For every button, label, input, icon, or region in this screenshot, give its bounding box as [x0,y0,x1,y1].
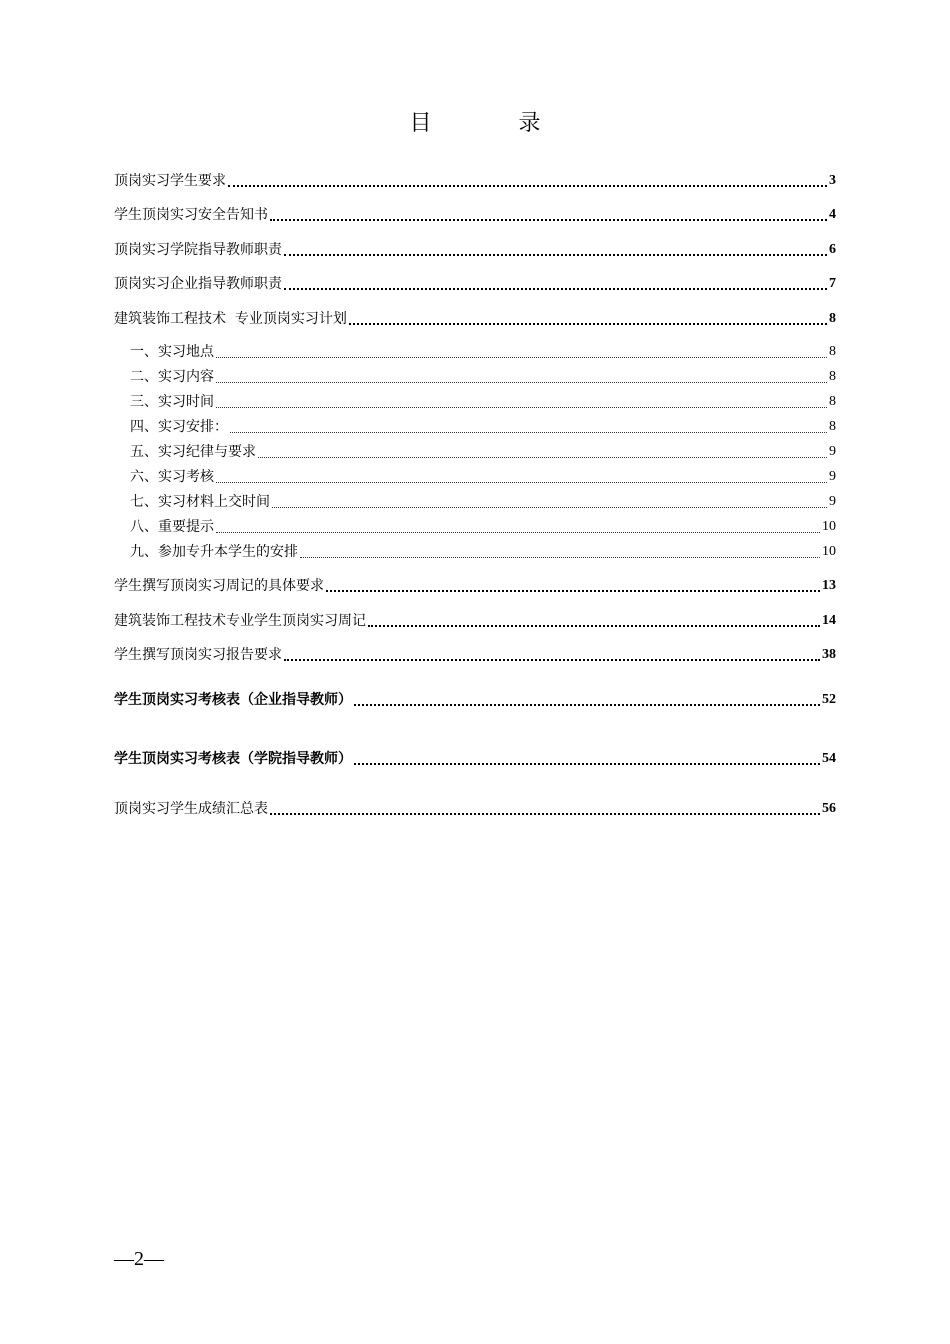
page-number: —2— [114,1248,164,1270]
toc-entry-text: 建筑装饰工程技术专业学生顶岗实习周记 [114,613,366,629]
toc-subentry-page: 10 [822,544,836,559]
toc-entry-text: 学生顶岗实习安全告知书 [114,207,268,223]
toc-entry-text: 建筑装饰工程技术 专业顶岗实习计划 [114,311,347,327]
toc-subentry-page: 8 [829,394,836,409]
toc-entry[interactable] [114,611,836,631]
toc-title: 目 录 [409,111,581,136]
toc-subentry-text: 七、实习材料上交时间 [130,494,270,510]
toc-entry-page: 13 [822,578,836,593]
toc-subentry[interactable] [130,367,836,387]
toc-entry[interactable] [114,749,836,769]
toc-entry[interactable] [114,799,836,819]
toc-dot-leader [349,323,827,325]
toc-dot-leader [216,382,827,383]
toc-dot-leader [354,763,820,765]
toc-entry-page: 7 [829,276,836,291]
toc-subentry[interactable] [130,417,836,437]
toc-subentry-page: 8 [829,369,836,384]
toc-entry[interactable] [114,240,836,260]
toc-entry[interactable] [114,645,836,665]
toc-subentry-page: 9 [829,469,836,484]
toc-subentry-page: 8 [829,344,836,359]
toc-entry-page: 52 [822,692,836,707]
toc-subentry[interactable] [130,517,836,537]
toc-subentry-text: 五、实习纪律与要求 [130,444,256,460]
toc-entry-text: 顶岗实习学生成绩汇总表 [114,801,268,817]
toc-entry-page: 6 [829,242,836,257]
toc-dot-leader [216,482,827,483]
toc-subentry-text: 六、实习考核 [130,469,214,485]
toc-dot-leader [270,813,820,815]
toc-entry-text: 学生顶岗实习考核表（企业指导教师） [114,692,352,708]
toc-subentry[interactable] [130,342,836,362]
toc-entry-page: 38 [822,647,836,662]
toc-dot-leader [284,254,827,256]
toc-subentry-text: 二、实习内容 [130,369,214,385]
toc-entry-text: 学生撰写顶岗实习周记的具体要求 [114,578,324,594]
toc-entry[interactable] [114,171,836,191]
toc-subentry-page: 10 [822,519,836,534]
toc-entry[interactable] [114,690,836,710]
toc-subentry-page: 9 [829,494,836,509]
toc-dot-leader [300,557,820,558]
toc-subentry-text: 八、重要提示 [130,519,214,535]
toc-dot-leader [272,507,827,508]
toc-subentry-text: 四、实习安排： [130,419,228,435]
toc-entry[interactable] [114,309,836,329]
toc-subentry-text: 三、实习时间 [130,394,214,410]
toc-dot-leader [368,625,820,627]
toc-dot-leader [216,357,827,358]
toc-dot-leader [216,532,820,533]
toc-dot-leader [284,288,827,290]
toc-entry[interactable] [114,274,836,294]
toc-entry-page: 8 [829,311,836,326]
toc-subentry-text: 九、参加专升本学生的安排 [130,544,298,560]
toc-subentry[interactable] [130,392,836,412]
toc-subentry[interactable] [130,467,836,487]
toc-entry-page: 56 [822,801,836,816]
toc-entry-text: 顶岗实习学院指导教师职责 [114,242,282,258]
toc-dot-leader [216,407,827,408]
toc-subentry-text: 一、实习地点 [130,344,214,360]
toc-dot-leader [230,432,827,433]
toc-dot-leader [228,185,827,187]
toc-subentry-page: 8 [829,419,836,434]
toc-subentry[interactable] [130,492,836,512]
toc-dot-leader [270,219,827,221]
toc-entry[interactable] [114,576,836,596]
toc-entry-text: 顶岗实习企业指导教师职责 [114,276,282,292]
toc-entry-text: 学生顶岗实习考核表（学院指导教师） [114,751,352,767]
toc-entry-text: 学生撰写顶岗实习报告要求 [114,647,282,663]
toc-dot-leader [258,457,827,458]
toc-dot-leader [326,590,820,592]
toc-subentry[interactable] [130,542,836,562]
toc-entry[interactable] [114,205,836,225]
toc-dot-leader [284,659,820,661]
toc-dot-leader [354,704,820,706]
toc-entry-page: 14 [822,613,836,628]
toc-entry-page: 54 [822,751,836,766]
toc-subentry[interactable] [130,442,836,462]
toc-entry-page: 4 [829,207,836,222]
toc-entry-page: 3 [829,173,836,188]
toc-subentry-page: 9 [829,444,836,459]
toc-entry-text: 顶岗实习学生要求 [114,173,226,189]
